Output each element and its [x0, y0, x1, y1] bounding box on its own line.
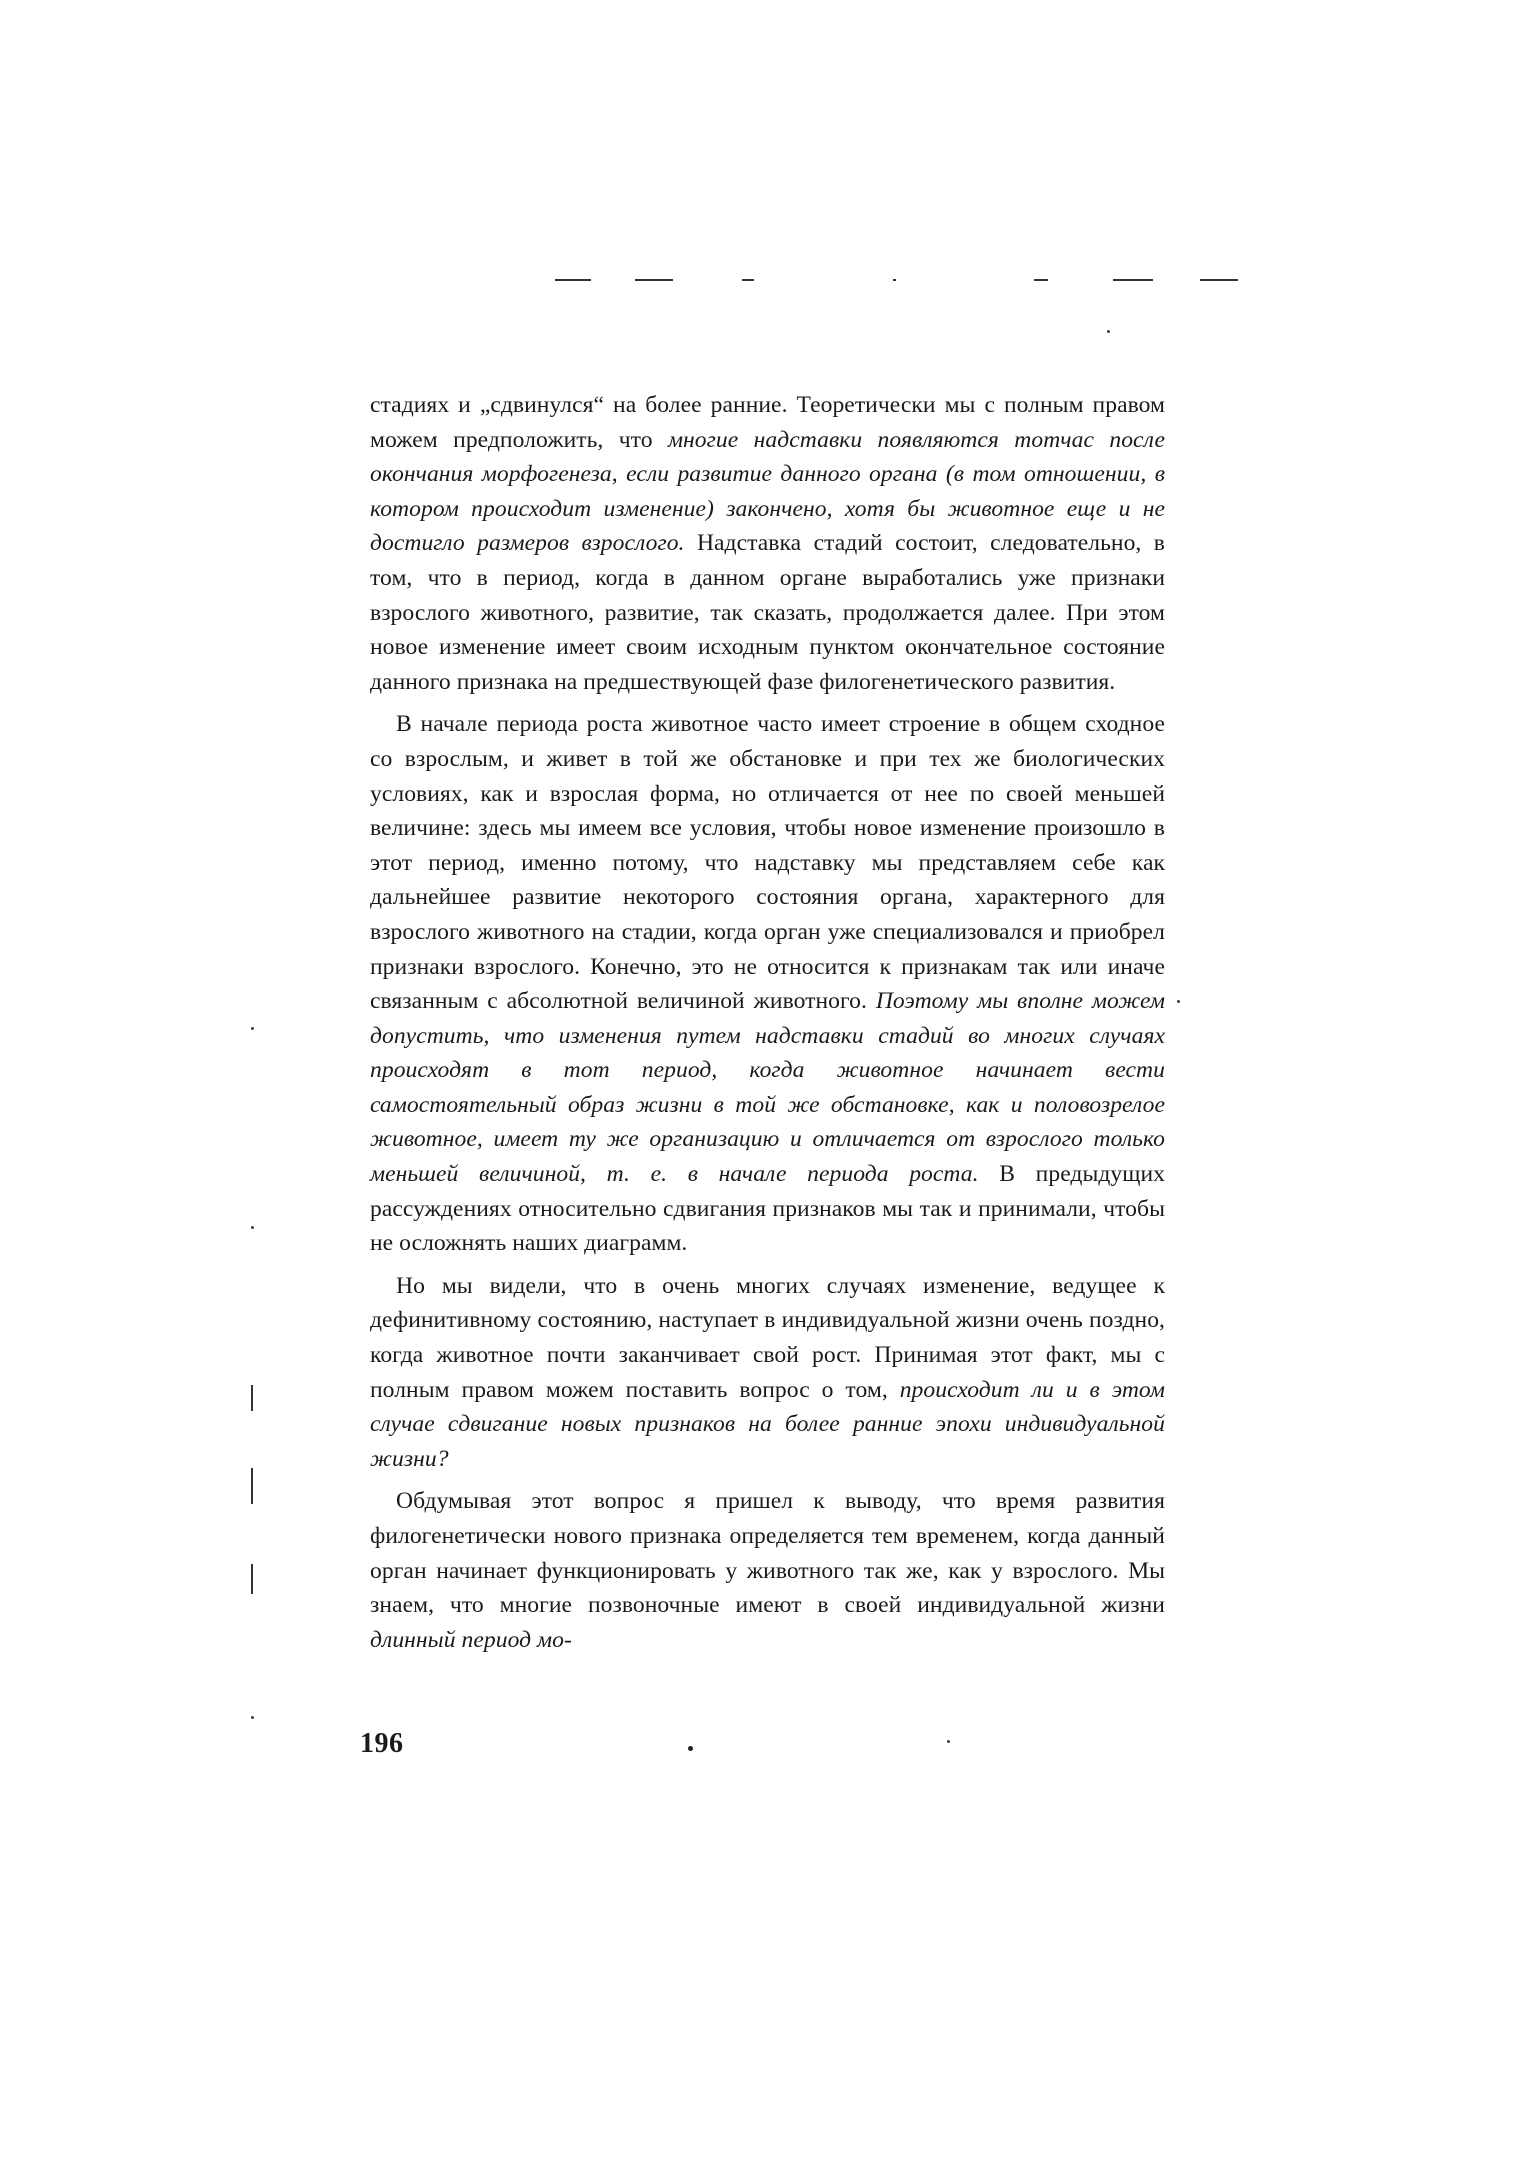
header-rule-segment: [893, 279, 896, 281]
text-run: Надставка стадий состоит, следовательно, в том, что в период, когда в данном органе выработались уже признаки взрослого животного, развитие, так сказать, продолжается далее. При этом новое изменение имеет своим исходным пунктом окончательное состояние данного признака на предшествующей фазе филогенетического развития.: [370, 530, 1165, 695]
text-run: В предыдущих рассуждениях относительно сдвигания признаков мы так и принимали, чтобы не осложнять наших диаграмм.: [370, 1161, 1165, 1257]
italic-emphasis: длинный период мо-: [370, 1626, 572, 1653]
italic-emphasis: многие надставки появляются тотчас после окончания морфогенеза, если развитие данного органа (в том отношении, в котором происходит изменение) закончено, хотя бы животное еще и не достигло размеров взрослого.: [370, 426, 1166, 557]
header-rule-segment: [1113, 279, 1153, 281]
page-number: 196: [360, 1728, 404, 1759]
italic-emphasis: Поэтому мы вполне можем допустить, что изменения путем надставки стадий во многих случаях происходят в тот период, когда животное начинает вести самостоятельный образ жизни в той же обстановке, как и половозрелое животное, имеет ту же организацию и отличается от взрослого только меньшей величиной, т. е. в начале периода роста.: [370, 988, 1165, 1188]
paragraph-3: [370, 1269, 1165, 1477]
margin-bar: [251, 1385, 253, 1411]
scan-speck: [251, 1027, 254, 1030]
paragraph-1: [370, 388, 1165, 699]
margin-bar: [251, 1564, 253, 1594]
scan-speck: [251, 1226, 254, 1229]
margin-bar: [251, 1468, 253, 1504]
italic-emphasis: происходит ли и в этом случае сдвигание новых признаков на более ранние эпохи индивидуальной жизни?: [370, 1376, 1165, 1472]
paragraph-4: [370, 1484, 1165, 1657]
footer-dot: [688, 1746, 693, 1751]
header-rule-segment: [1200, 279, 1238, 281]
scan-speck: [1177, 1000, 1180, 1003]
scan-speck: [1107, 330, 1110, 333]
body-text: [370, 388, 1165, 1657]
text-run: Обдумывая этот вопрос я пришел к выводу, что время развития филогенетически нового признака определяется тем временем, когда данный орган начинает функционировать у животного так же, как у взрослого. Мы знаем, что многие позвоночные имеют в своей индивидуальной жизни: [370, 1488, 1165, 1619]
text-run: стадиях и „сдвинулся“ на более ранние. Теоретически мы с полным правом можем предположить, что: [370, 392, 1165, 453]
header-rule-segment: [742, 279, 754, 281]
scan-speck: [947, 1740, 950, 1743]
paragraph-2: [370, 707, 1165, 1261]
header-rule-segment: [1034, 279, 1048, 281]
text-run: В начале периода роста животное часто имеет строение в общем сходное со взрослым, и живет в той же обстановке и при тех же биологических условиях, как и взрослая форма, но отличается от нее по своей меньшей величине: здесь мы имеем все условия, чтобы новое изменение произошло в этот период, именно потому, что надставку мы представляем себе как дальнейшее развитие некоторого состояния органа, характерного для взрослого животного на стадии, когда орган уже специализовался и приобрел признаки взрослого. Конечно, это не относится к признакам так или иначе связанным с абсолютной величиной животного.: [370, 711, 1165, 1015]
scan-speck: [251, 1716, 254, 1719]
header-rule-segment: [555, 279, 591, 281]
header-rule-segment: [635, 279, 673, 281]
text-run: Но мы видели, что в очень многих случаях изменение, ведущее к дефинитивному состоянию, наступает в индивидуальной жизни очень поздно, когда животное почти заканчивает свой рост. Принимая этот факт, мы с полным правом можем поставить вопрос о том,: [370, 1272, 1165, 1403]
